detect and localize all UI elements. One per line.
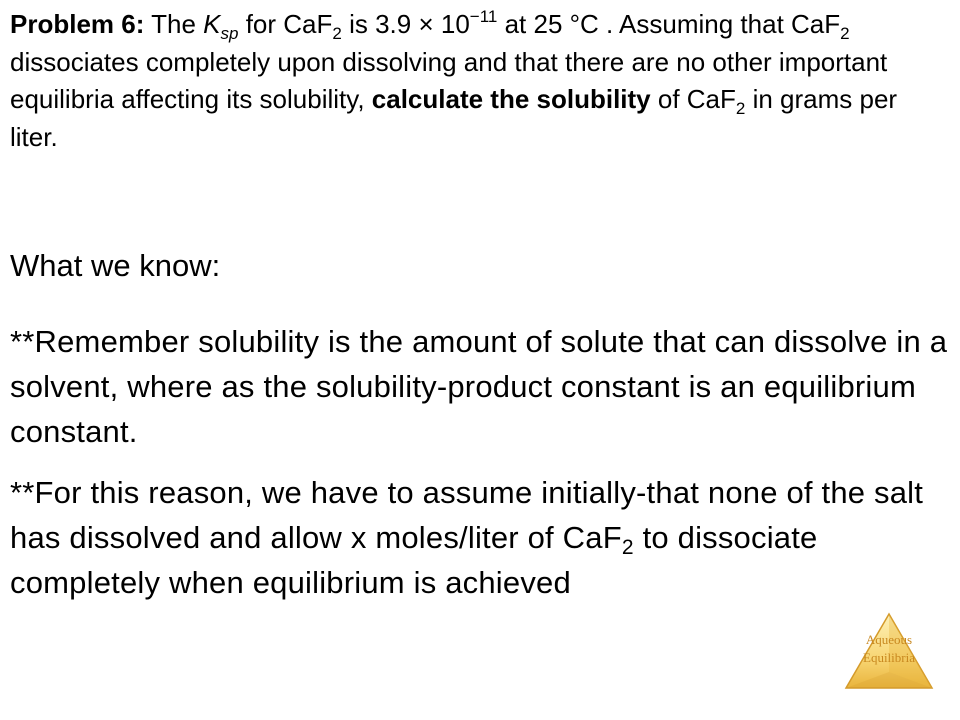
reason-text: to dissociate completely when equilibrium is achieved — [10, 520, 818, 600]
problem-text: for CaF — [238, 9, 333, 39]
exponent: −11 — [469, 7, 498, 26]
problem-text: of CaF — [650, 84, 736, 114]
formula-subscript: 2 — [840, 24, 850, 43]
problem-text: at 25 °C . Assuming that CaF — [497, 9, 841, 39]
formula-subscript: 2 — [621, 536, 634, 559]
remember-paragraph: **Remember solubility is the amount of solute that can dissolve in a solvent, where as the solubility-product constant is an equilibrium constant. — [10, 324, 948, 449]
logo-text-line1: Aqueous — [865, 632, 913, 647]
reason-text: **For this reason, we have to assume initially-that none of the salt has dissolved and allow x moles/liter of CaF — [10, 475, 924, 555]
formula-subscript: 2 — [332, 24, 342, 43]
reason-paragraph — [10, 470, 950, 605]
problem-text: in grams per liter. — [10, 84, 898, 152]
logo-text-line2: Equilibria — [863, 650, 915, 665]
problem-statement — [10, 6, 950, 156]
formula-subscript: 2 — [735, 99, 746, 118]
problem-label: Problem 6: — [10, 9, 145, 39]
section-heading: What we know: — [10, 248, 221, 283]
problem-emphasis: calculate the solubility — [371, 84, 651, 114]
ksp-subscript: sp — [220, 24, 239, 43]
problem-text: The — [144, 9, 204, 39]
ksp-symbol: K — [203, 9, 221, 39]
problem-text: dissociates completely upon dissolving and that there are no other important equilibria affecting its solubility, — [10, 46, 888, 114]
aqueous-equilibria-logo — [844, 612, 934, 690]
problem-text: is 3.9 × 10 — [341, 9, 470, 39]
